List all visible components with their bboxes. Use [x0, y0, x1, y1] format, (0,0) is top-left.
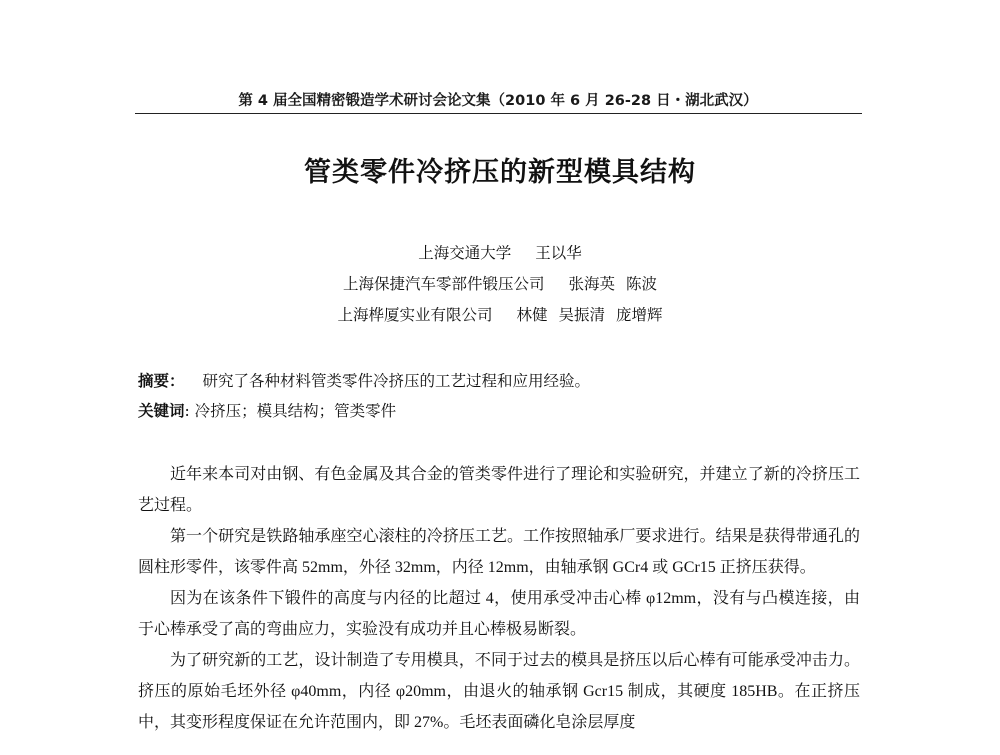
paragraph: 第一个研究是铁路轴承座空心滚柱的冷挤压工艺。工作按照轴承厂要求进行。结果是获得带通孔的圆柱形零件，该零件高 52mm，外径 32mm，内径 12mm，由轴承钢 GCr4 或 GCr15 正挤压获得。 — [138, 528, 860, 576]
paper-title: 管类零件冷挤压的新型模具结构 — [304, 157, 696, 188]
header-rule — [135, 113, 862, 114]
author-line — [0, 300, 1000, 331]
affiliation: 上海桦厦实业有限公司 — [337, 306, 493, 324]
author-name: 张海英 — [568, 275, 616, 293]
keywords-text: : 冷挤压；模具结构；管类零件 — [184, 402, 397, 420]
paragraph: 为了研究新的工艺，设计制造了专用模具，不同于过去的模具是挤压以后心棒有可能承受冲击力。挤压的原始毛坯外径 φ40mm，内径 φ20mm，由退火的轴承钢 Gcr15 制成，其硬度 185HB。在正挤压中，其变形程度保证在允许范围内，即 27%。毛坯表面磷化皂涂层厚度 — [138, 652, 860, 731]
abstract-text: 研究了各种材料管类零件冷挤压的工艺过程和应用经验。 — [202, 372, 591, 390]
author-block — [0, 238, 1000, 331]
author-name: 庞增辉 — [615, 306, 663, 324]
author-name: 林健 — [516, 306, 548, 324]
author-line — [0, 269, 1000, 300]
paragraph: 因为在该条件下锻件的高度与内径的比超过 4，使用承受冲击心棒 φ12mm，没有与凸模连接，由于心棒承受了高的弯曲应力，实验没有成功并且心棒极易断裂。 — [138, 590, 860, 638]
author-name: 吴振清 — [558, 306, 606, 324]
author-name: 王以华 — [535, 244, 582, 262]
paragraph: 近年来本司对由钢、有色金属及其合金的管类零件进行了理论和实验研究，并建立了新的冷挤压工艺过程。 — [138, 466, 860, 514]
abstract-label: 摘要： — [138, 372, 185, 390]
author-name: 陈波 — [625, 275, 657, 293]
author-line — [0, 238, 1000, 269]
keywords — [138, 399, 396, 421]
body-text — [138, 459, 860, 738]
keywords-label: 关键词 — [138, 402, 185, 420]
affiliation: 上海保捷汽车零部件锻压公司 — [343, 275, 545, 293]
affiliation: 上海交通大学 — [418, 244, 512, 262]
running-head: 第 4 届全国精密锻造学术研讨会论文集（2010 年 6 月 26-28 日・湖北武汉） — [238, 93, 758, 109]
abstract — [138, 369, 590, 391]
